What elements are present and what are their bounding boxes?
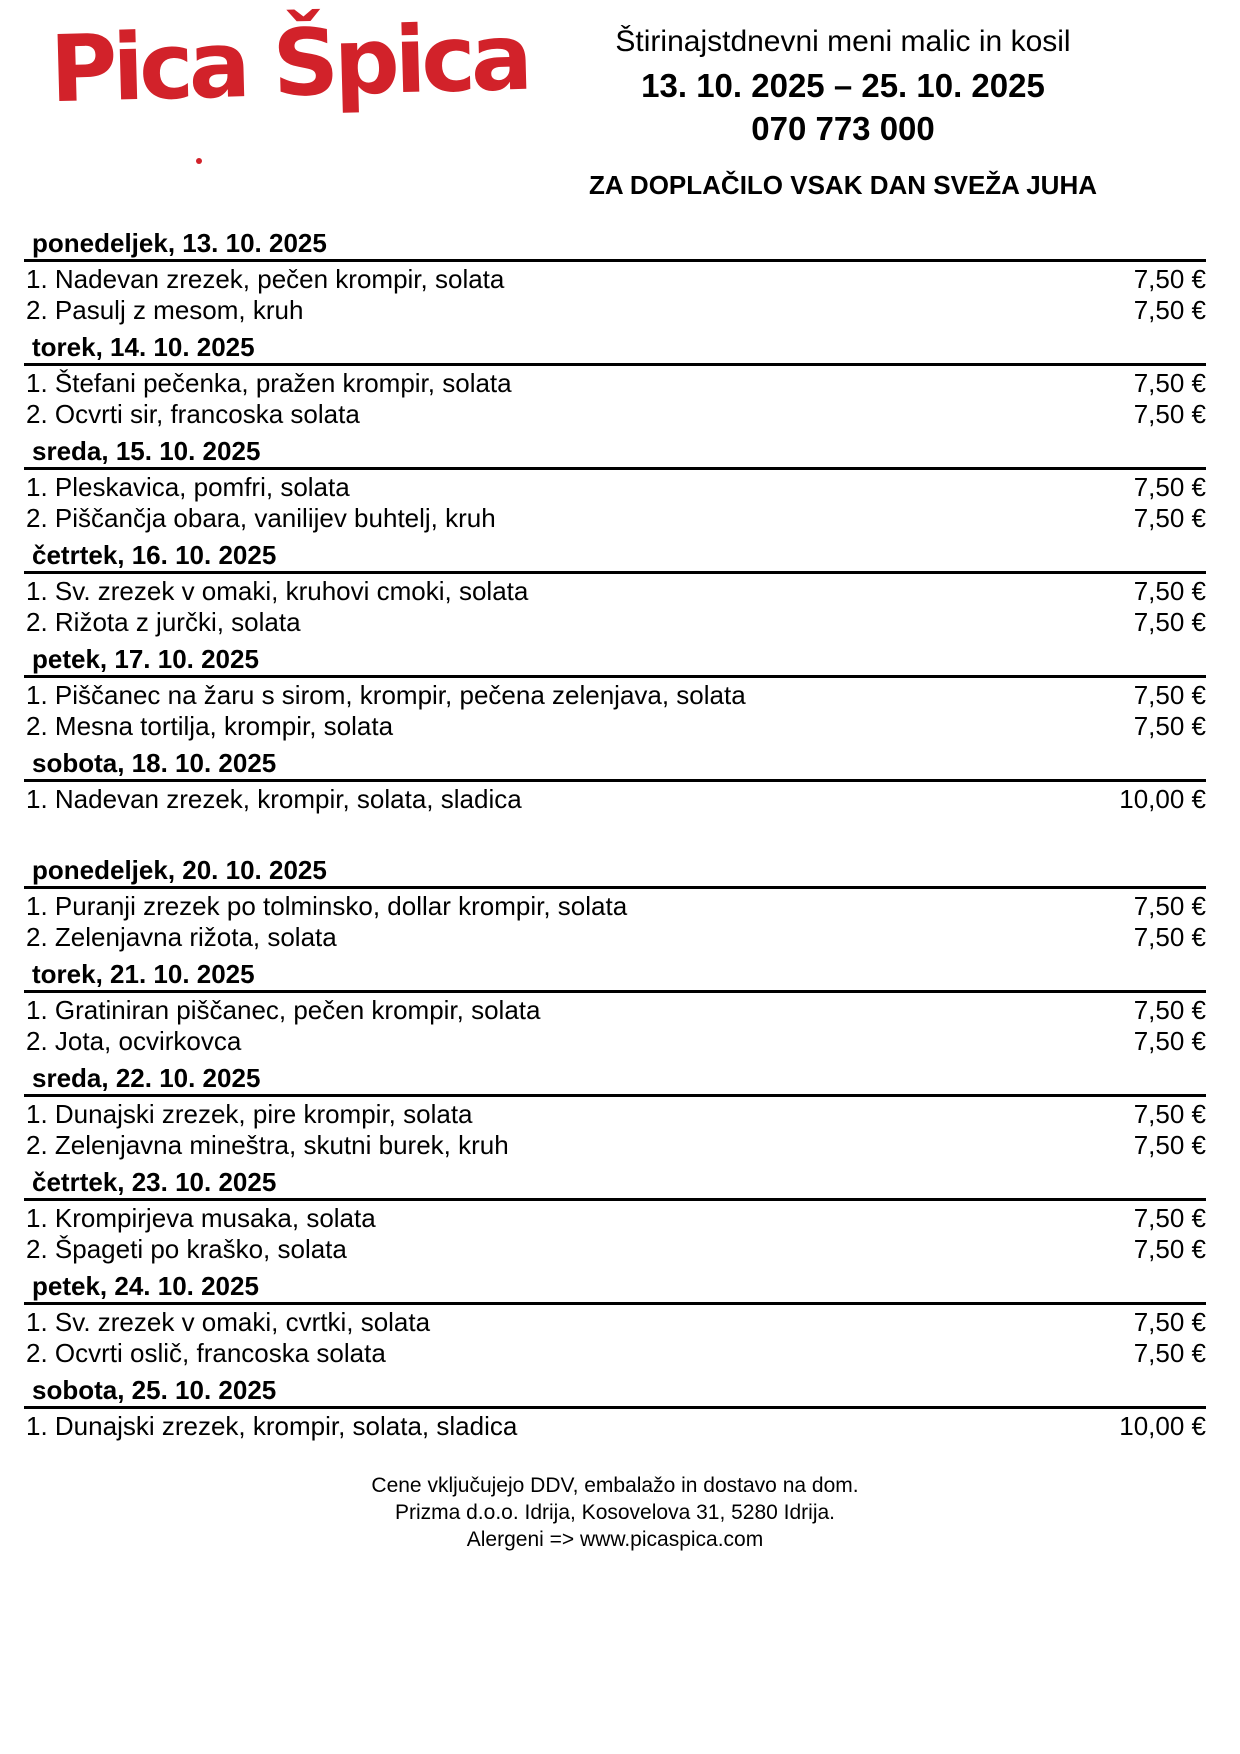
menu-item-row: [24, 503, 1206, 534]
day-header: petek, 17. 10. 2025: [24, 644, 1206, 678]
menu-item-text: 1. Dunajski zrezek, pire krompir, solata: [26, 1099, 473, 1129]
menu-item-row: [24, 784, 1206, 815]
day-section: [24, 332, 1206, 430]
menu-item-text: 2. Piščančja obara, vanilijev buhtelj, kruh: [26, 503, 496, 533]
day-section: [24, 1063, 1206, 1161]
menu-item-price: 7,50 €: [1133, 995, 1206, 1025]
day-header: torek, 14. 10. 2025: [24, 332, 1206, 366]
day-section: [24, 1271, 1206, 1369]
menu-item-price: 7,50 €: [1133, 1203, 1206, 1233]
menu-item-price: 7,50 €: [1133, 472, 1206, 502]
menu-item-price: 7,50 €: [1133, 295, 1206, 325]
footer-line-vat: Cene vključujejo DDV, embalažo in dostavo na dom.: [371, 1474, 859, 1497]
day-section: [24, 855, 1206, 953]
day-header: sobota, 25. 10. 2025: [24, 1375, 1206, 1409]
day-header: sreda, 22. 10. 2025: [24, 1063, 1206, 1097]
phone-number: 070 773 000: [751, 110, 935, 147]
day-header: četrtek, 23. 10. 2025: [24, 1167, 1206, 1201]
header-text-block: [480, 24, 1206, 200]
menu-item-text: 1. Nadevan zrezek, krompir, solata, sladica: [26, 784, 522, 814]
day-section: [24, 644, 1206, 742]
menu-item-text: 1. Krompirjeva musaka, solata: [26, 1203, 376, 1233]
menu-item-text: 1. Dunajski zrezek, krompir, solata, sladica: [26, 1411, 518, 1441]
day-section: [24, 540, 1206, 638]
day-header: petek, 24. 10. 2025: [24, 1271, 1206, 1305]
menu-item-text: 2. Špageti po kraško, solata: [26, 1234, 347, 1264]
menu-item-price: 7,50 €: [1133, 264, 1206, 294]
menu-title: Štirinajstdnevni meni malic in kosil: [615, 25, 1071, 58]
menu-list: [24, 228, 1206, 1442]
menu-item-price: 10,00 €: [1119, 784, 1206, 814]
menu-item-price: 7,50 €: [1133, 922, 1206, 952]
menu-item-text: 1. Sv. zrezek v omaki, cvrtki, solata: [26, 1307, 431, 1337]
page-footer: [24, 1472, 1206, 1553]
menu-item-row: [24, 295, 1206, 326]
menu-item-price: 7,50 €: [1133, 1099, 1206, 1129]
menu-item-price: 7,50 €: [1133, 576, 1206, 606]
menu-item-text: 2. Mesna tortilja, krompir, solata: [26, 711, 394, 741]
day-section: [24, 1167, 1206, 1265]
menu-item-price: 7,50 €: [1133, 399, 1206, 429]
menu-item-text: 1. Puranji zrezek po tolminsko, dollar krompir, solata: [26, 891, 628, 921]
menu-item-price: 7,50 €: [1133, 1338, 1206, 1368]
menu-item-price: 7,50 €: [1133, 1234, 1206, 1264]
menu-item-text: 1. Pleskavica, pomfri, solata: [26, 472, 350, 502]
menu-item-row: [24, 1026, 1206, 1057]
menu-item-text: 1. Piščanec na žaru s sirom, krompir, pečena zelenjava, solata: [26, 680, 746, 710]
day-section: [24, 228, 1206, 326]
day-section: [24, 436, 1206, 534]
menu-item-row: [24, 711, 1206, 742]
menu-item-row: [24, 1099, 1206, 1130]
day-header: četrtek, 16. 10. 2025: [24, 540, 1206, 574]
day-header: ponedeljek, 13. 10. 2025: [24, 228, 1206, 262]
menu-item-text: 1. Gratiniran piščanec, pečen krompir, solata: [26, 995, 541, 1025]
menu-item-price: 7,50 €: [1133, 680, 1206, 710]
pica-spica-logo: Pica Špica: [48, 3, 530, 124]
menu-item-text: 2. Ocvrti oslič, francoska solata: [26, 1338, 386, 1368]
menu-item-price: 7,50 €: [1133, 368, 1206, 398]
menu-item-text: 2. Rižota z jurčki, solata: [26, 607, 301, 637]
menu-item-row: [24, 891, 1206, 922]
menu-item-row: [24, 264, 1206, 295]
menu-item-row: [24, 399, 1206, 430]
menu-item-row: [24, 1307, 1206, 1338]
menu-item-row: [24, 607, 1206, 638]
day-header: sreda, 15. 10. 2025: [24, 436, 1206, 470]
menu-item-text: 2. Jota, ocvirkovca: [26, 1026, 242, 1056]
menu-item-row: [24, 1203, 1206, 1234]
menu-item-row: [24, 1338, 1206, 1369]
menu-item-row: [24, 680, 1206, 711]
day-section: [24, 1375, 1206, 1442]
menu-item-row: [24, 922, 1206, 953]
menu-item-row: [24, 1130, 1206, 1161]
menu-item-price: 7,50 €: [1133, 891, 1206, 921]
menu-date-range: 13. 10. 2025 – 25. 10. 2025: [641, 67, 1045, 104]
menu-item-row: [24, 576, 1206, 607]
logo-ink-speck: [196, 158, 202, 164]
day-section: [24, 959, 1206, 1057]
menu-item-text: 2. Zelenjavna mineštra, skutni burek, kruh: [26, 1130, 509, 1160]
menu-item-price: 7,50 €: [1133, 1130, 1206, 1160]
soup-promo-note: ZA DOPLAČILO VSAK DAN SVEŽA JUHA: [589, 170, 1097, 200]
menu-item-price: 7,50 €: [1133, 1307, 1206, 1337]
menu-item-row: [24, 472, 1206, 503]
menu-item-price: 7,50 €: [1133, 607, 1206, 637]
footer-line-allergens: Alergeni => www.picaspica.com: [466, 1528, 764, 1551]
day-header: sobota, 18. 10. 2025: [24, 748, 1206, 782]
menu-item-text: 2. Pasulj z mesom, kruh: [26, 295, 304, 325]
menu-item-text: 2. Ocvrti sir, francoska solata: [26, 399, 360, 429]
menu-item-text: 2. Zelenjavna rižota, solata: [26, 922, 337, 952]
menu-item-price: 7,50 €: [1133, 711, 1206, 741]
menu-item-row: [24, 995, 1206, 1026]
page-header: [24, 0, 1206, 222]
menu-item-price: 10,00 €: [1119, 1411, 1206, 1441]
menu-item-text: 1. Sv. zrezek v omaki, kruhovi cmoki, solata: [26, 576, 529, 606]
menu-item-text: 1. Nadevan zrezek, pečen krompir, solata: [26, 264, 505, 294]
menu-item-row: [24, 368, 1206, 399]
day-section: [24, 748, 1206, 815]
day-header: torek, 21. 10. 2025: [24, 959, 1206, 993]
day-header: ponedeljek, 20. 10. 2025: [24, 855, 1206, 889]
menu-item-price: 7,50 €: [1133, 1026, 1206, 1056]
menu-item-text: 1. Štefani pečenka, pražen krompir, solata: [26, 368, 512, 398]
menu-item-row: [24, 1411, 1206, 1442]
menu-item-row: [24, 1234, 1206, 1265]
menu-item-price: 7,50 €: [1133, 503, 1206, 533]
footer-line-company: Prizma d.o.o. Idrija, Kosovelova 31, 5280 Idrija.: [394, 1501, 836, 1524]
